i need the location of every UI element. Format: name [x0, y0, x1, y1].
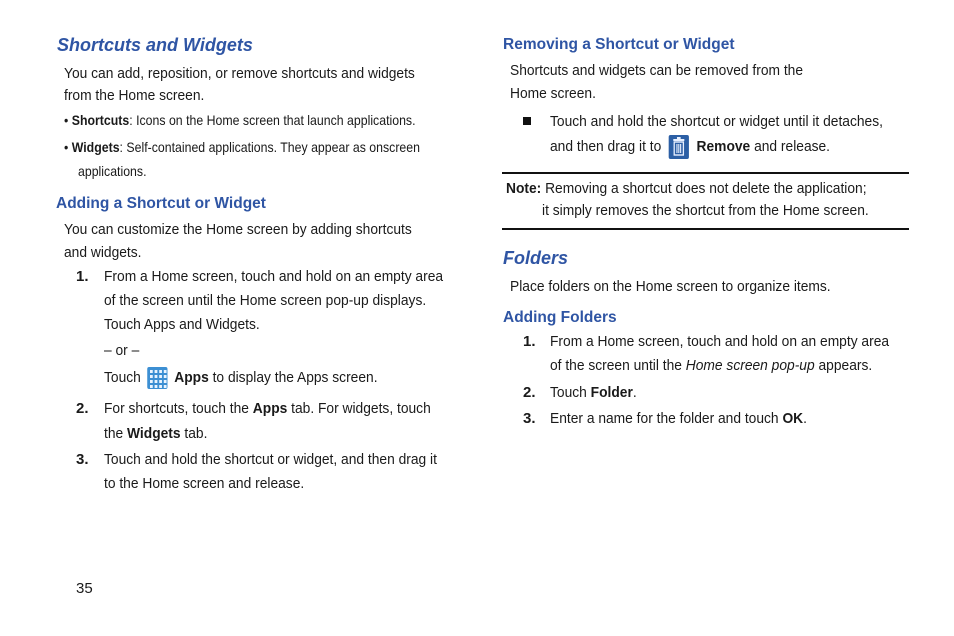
step-text: From a Home screen, touch and hold on an empty area — [104, 268, 444, 285]
folders-intro: Place folders on the Home screen to organize items. — [510, 278, 831, 295]
section-title-folders: Folders — [503, 248, 569, 268]
remove-intro-line: Shortcuts and widgets can be removed from the — [510, 62, 804, 79]
bullet-widgets-cont: applications. — [78, 163, 147, 179]
page-number: 35 — [76, 580, 93, 597]
note-text: it simply removes the shortcut from the Home screen. — [542, 202, 869, 219]
step-number: 1. — [76, 268, 89, 285]
step-number: 3. — [523, 410, 536, 427]
step-number: 3. — [76, 451, 89, 468]
step-text: For shortcuts, touch the Apps tab. For widgets, touch — [104, 400, 431, 417]
subsection-title-removing: Removing a Shortcut or Widget — [503, 36, 735, 53]
bullet-shortcuts: • Shortcuts: Icons on the Home screen that launch applications. — [64, 112, 416, 128]
remove-bullet-text: and then drag it to Remove and release. — [550, 135, 854, 159]
remove-bullet-text: Touch and hold the shortcut or widget until it detaches, — [550, 113, 883, 130]
note-text: Note: Removing a shortcut does not delete the application; — [506, 180, 867, 197]
touch-apps-line: Touch Apps to display the Apps screen. — [104, 366, 401, 390]
step-text: to the Home screen and release. — [104, 475, 305, 492]
add-intro-line: You can customize the Home screen by adding shortcuts — [64, 221, 412, 238]
step-number: 2. — [76, 400, 89, 417]
add-intro-line: and widgets. — [64, 244, 142, 261]
intro-line: You can add, reposition, or remove shortcuts and widgets — [64, 65, 415, 82]
step-text: of the screen until the Home screen pop-up displays. — [104, 292, 427, 309]
step-text: Touch Apps and Widgets. — [104, 316, 260, 333]
note-bottom-rule — [502, 228, 909, 230]
step-text: Touch Folder. — [550, 384, 637, 401]
trash-icon — [669, 135, 689, 159]
step-text: Touch and hold the shortcut or widget, and then drag it — [104, 451, 437, 468]
step-text: the Widgets tab. — [104, 425, 208, 442]
step-number: 2. — [523, 384, 536, 401]
intro-line: from the Home screen. — [64, 87, 205, 104]
note-top-rule — [502, 172, 909, 174]
step-text: Enter a name for the folder and touch OK. — [550, 410, 807, 427]
square-bullet-icon — [523, 117, 531, 125]
step-text: of the screen until the Home screen pop-up appears. — [550, 357, 873, 374]
subsection-title-adding-folders: Adding Folders — [503, 309, 617, 326]
step-text: From a Home screen, touch and hold on an empty area — [550, 333, 890, 350]
remove-intro-line: Home screen. — [510, 85, 596, 102]
section-title-shortcuts-widgets: Shortcuts and Widgets — [57, 35, 253, 55]
apps-grid-icon — [147, 367, 167, 389]
step-number: 1. — [523, 333, 536, 350]
subsection-title-adding: Adding a Shortcut or Widget — [56, 195, 266, 212]
or-separator: – or – — [104, 342, 140, 359]
bullet-widgets: • Widgets: Self-contained applications. They appear as onscreen — [64, 139, 420, 155]
